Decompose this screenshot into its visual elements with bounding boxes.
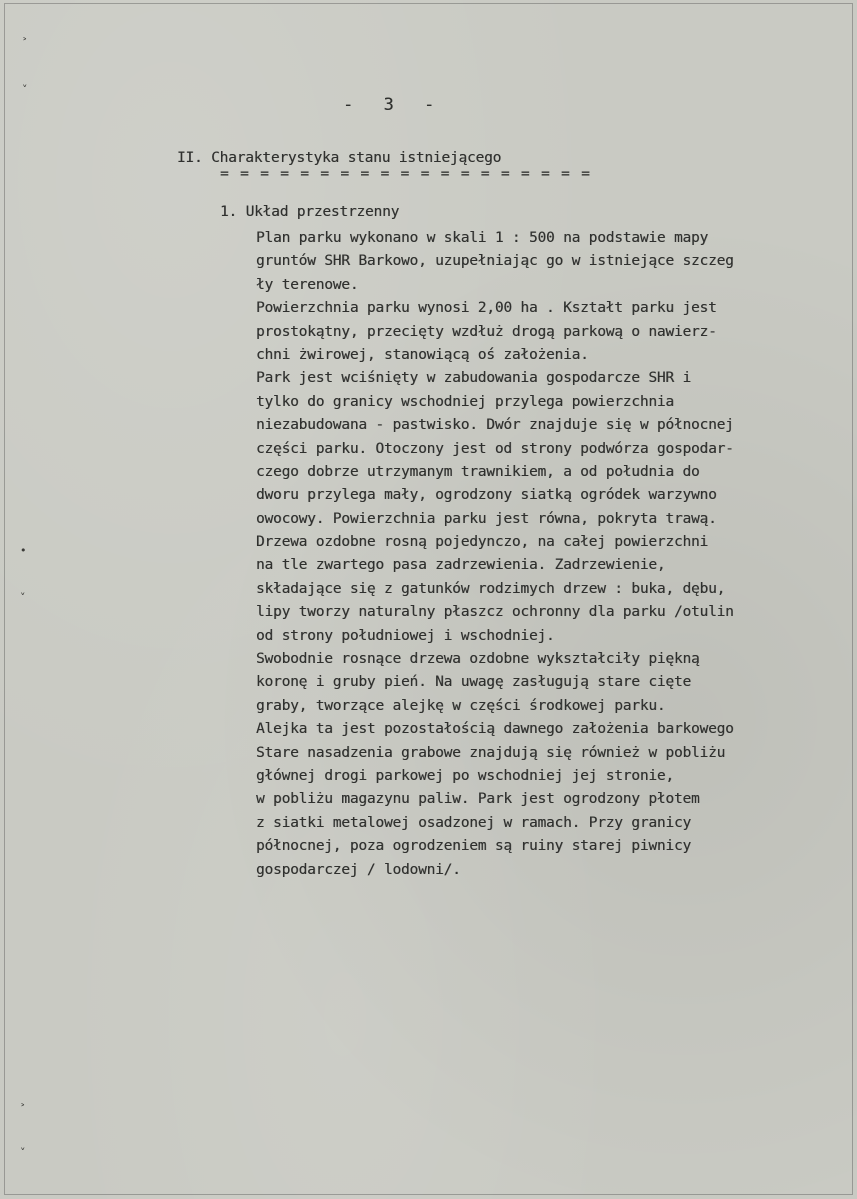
body-line: prostokątny, przecięty wzdłuż drogą parkową o nawierz- [256, 323, 717, 340]
heading-underline: = = = = = = = = = = = = = = = = = = = [220, 166, 592, 182]
margin-tick-mark: ˃ [22, 36, 28, 49]
margin-tick-mark: ˅ [20, 591, 26, 604]
body-line: z siatki metalowej osadzonej w ramach. Przy granicy [256, 814, 692, 831]
body-line: niezabudowana - pastwisko. Dwór znajduje się w północnej [256, 417, 734, 434]
body-line: gruntów SHR Barkowo, uzupełniając go w istniejące szczeg [256, 253, 734, 270]
body-line: składające się z gatunków rodzimych drzew : buka, dębu, [256, 580, 726, 597]
body-line: graby, tworzące alejkę w części środkowej parku. [256, 697, 666, 714]
body-line: Stare nasadzenia grabowe znajdują się również w pobliżu [256, 744, 726, 761]
body-line: na tle zwartego pasa zadrzewienia. Zadrzewienie, [256, 557, 666, 574]
body-line: lipy tworzy naturalny płaszcz ochronny dla parku /otulin [256, 604, 734, 621]
margin-tick-mark: ˃ [20, 1102, 26, 1115]
body-line: Park jest wciśnięty w zabudowania gospodarcze SHR i [256, 370, 692, 387]
body-line: Alejka ta jest pozostałością dawnego założenia barkowego [256, 721, 734, 738]
section-heading: II. Charakterystyka stanu istniejącego [177, 150, 502, 166]
body-line: koronę i gruby pień. Na uwagę zasługują stare cięte [256, 674, 692, 691]
body-line: Powierzchnia parku wynosi 2,00 ha . Kształt parku jest [256, 300, 717, 317]
body-line: tylko do granicy wschodniej przylega powierzchnia [256, 393, 674, 410]
body-line: od strony południowej i wschodniej. [256, 627, 555, 644]
body-line: czego dobrze utrzymanym trawnikiem, a od południa do [256, 463, 700, 480]
body-line: owocowy. Powierzchnia parku jest równa, pokryta trawą. [256, 510, 717, 527]
body-line: głównej drogi parkowej po wschodniej jej stronie, [256, 767, 674, 784]
subsection-title: 1. Układ przestrzenny [220, 204, 400, 220]
body-line: Drzewa ozdobne rosną pojedynczo, na całej powierzchni [256, 534, 709, 551]
margin-tick-mark: ˅ [22, 83, 28, 96]
margin-tick-mark: ˅ [20, 1146, 26, 1159]
body-line: w pobliżu magazynu paliw. Park jest ogrodzony płotem [256, 791, 700, 808]
body-line: części parku. Otoczony jest od strony podwórza gospodar- [256, 440, 734, 457]
margin-tick-mark: • [20, 544, 27, 557]
body-line: ły terenowe. [256, 276, 359, 293]
body-line: północnej, poza ogrodzeniem są ruiny starej piwnicy [256, 838, 692, 855]
body-line: Swobodnie rosnące drzewa ozdobne wykształciły piękną [256, 651, 700, 668]
page-number: - 3 - [343, 95, 445, 115]
body-text [256, 227, 856, 882]
body-line: gospodarczej / lodowni/. [256, 861, 461, 878]
body-line: Plan parku wykonano w skali 1 : 500 na podstawie mapy [256, 230, 709, 246]
body-line: chni żwirowej, stanowiącą oś założenia. [256, 346, 589, 363]
body-line: dworu przylega mały, ogrodzony siatką ogródek warzywno [256, 487, 717, 504]
